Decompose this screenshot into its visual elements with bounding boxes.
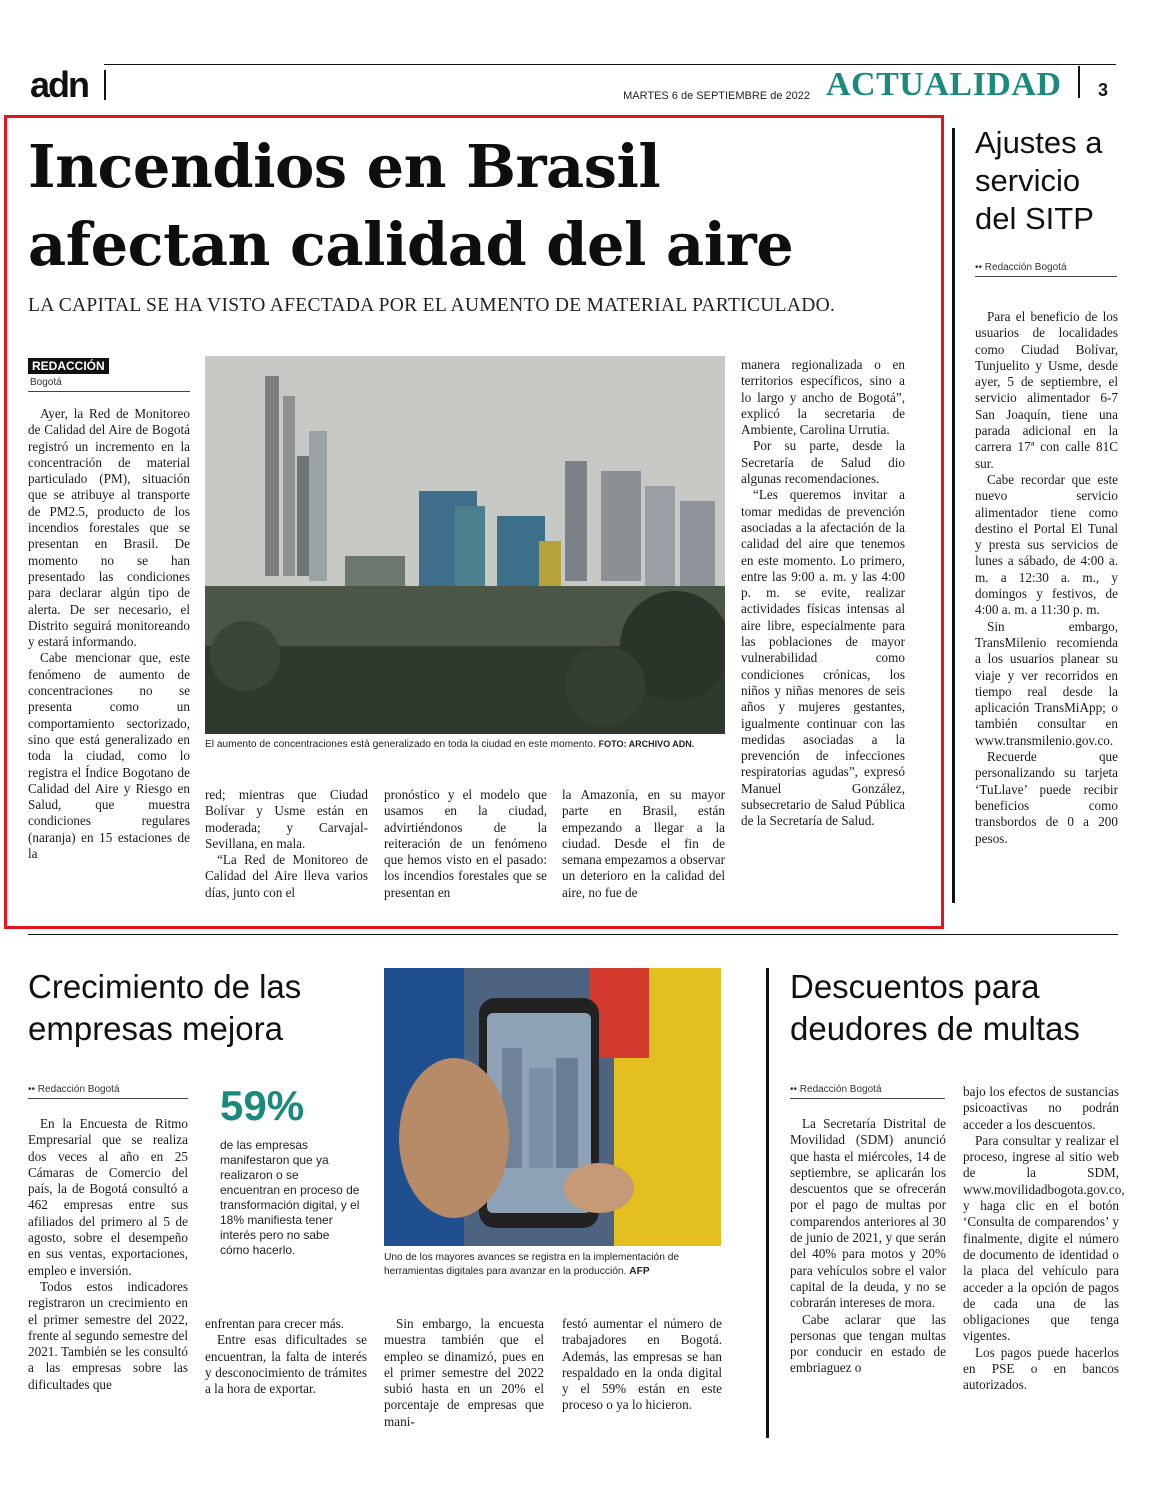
paragraph: Ayer, la Red de Monitoreo de Calidad del Aire de Bogotá registró un incremento en la concentración de material particulado (PM), situación que se atribuye al transporte de PM2.5, producto de los incendios forestales que se presentan en Brasil. De momento no se han presentado las condiciones para declarar algún tipo de alerta. De ser necesario, el Distrito seguirá monitoreando y estará informando. [28,406,190,650]
issue-date: MARTES 6 de SEPTIEMBRE de 2022 [623,90,810,102]
caption-credit: AFP [629,1266,650,1277]
paragraph: festó aumentar el número de trabajadores en Bogotá. Además, las empresas se han respaldado en la onda digital y el 59% están en este proceso o ya lo hicieron. [562,1316,722,1413]
paragraph: Por su parte, desde la Secretaría de Salud dio algunas recomendaciones. [741,438,905,487]
byline-rule [28,1098,188,1099]
main-column-3 [384,787,547,901]
byline-rule [790,1098,945,1099]
city-skyline-photo [205,356,725,734]
paragraph: “Les queremos invitar a tomar medidas de prevención asociadas a la afectación de la calidad del aire que tenemos en este momento. Lo primero, entre las 9:00 a. m. y las 4:00 p. m. se evite, realizar actividades físicas intensas al aire libre, especialmente para las poblaciones de mayor vulnerabilidad como condiciones crónicas, los niños y niñas menores de seis años y mujeres gestantes, igualmente continuar con las medidas asociadas a la prevención de infecciones respiratorias agudas”, expresó Manuel González, subsecretario de Salud Pública de la Secretaría de Salud. [741,487,905,829]
paragraph: Sin embargo, TransMilenio recomienda a los usuarios planear su viaje y ver recorridos en tiempo real desde la aplicación TransMiApp; o también consultar en www.transmilenio.gov.co. [975,618,1118,748]
caption-credit: FOTO: ARCHIVO ADN. [598,739,695,749]
main-column-5 [741,357,905,830]
main-byline-city: Bogotá [30,377,62,388]
paragraph: Todos estos indicadores registraron un crecimiento en el primer semestre del 2022, frente al segundo semestre del 2021. También se les consultó a las empresas sobre las dificultades que [28,1278,188,1392]
section-divider-horizontal [28,934,1118,935]
caption-text: Uno de los mayores avances se registra en la implementación de herramientas digitales para avanzar en la producción. [384,1252,680,1277]
fines-column-2 [963,1084,1125,1394]
header-rule [104,64,1116,65]
main-column-2 [205,787,368,901]
main-column-4 [562,787,725,901]
business-column-2 [205,1316,367,1397]
main-byline: REDACCIÓN [28,358,109,374]
fines-headline: Descuentos para deudores de multas [790,968,1080,1047]
business-column-1 [28,1116,188,1393]
paragraph: Cabe recordar que este nuevo servicio alimentador tiene como destino el Portal El Tunal y presta sus servicios de lunes a sábado, de 4:00 a. m. a 12:30 a. m., y domingos y festivos, de 4:00 a. m. a 11:30 p. m. [975,471,1118,618]
paragraph: Cabe mencionar que, este fenómeno de aumento de concentraciones no se presenta como un comportamiento sectorizado, sino que está generalizado en toda la ciudad, como lo registra el Índice Bogotano de Calidad del Aire y Riesgo en Salud, que muestra condiciones regulares (naranja) en 15 estaciones de la [28,650,190,862]
byline-rule [975,276,1117,277]
fines-column-1 [790,1116,946,1377]
brand-logo: adn [30,64,89,105]
business-column-4 [562,1316,722,1414]
main-photo-caption [205,739,735,750]
business-headline: Crecimiento de las empresas mejora [28,968,302,1047]
paragraph: bajo los efectos de sustancias psicoactivas no podrán acceder a los descuentos. [963,1084,1119,1132]
paragraph: Cabe aclarar que las personas que tengan multas por conducir en estado de embriaguez o [790,1311,946,1376]
main-headline-line1: Incendios en Brasil [28,132,661,201]
sidebar-byline: •• Redacción Bogotá [975,262,1067,273]
paragraph: enfrentan para crecer más. [205,1316,345,1331]
paragraph: Para el beneficio de los usuarios de localidades como Ciudad Bolívar, Tunjuelito y Usme, desde ayer, 5 de septiembre, el servicio alimentador 6-7 San Joaquín, tiene una parada adicional en la carrera 17ª con calle 81C sur. [975,309,1118,471]
caption-text: El aumento de concentraciones está generalizado en toda la ciudad en este momento. [205,739,596,750]
page-number: 3 [1098,80,1109,100]
phone-photo-caption [384,1251,724,1279]
byline-rule [28,391,190,392]
logo-divider [104,70,106,100]
sidebar-headline: Ajustes a servicio del SITP [975,125,1103,236]
stat-value: 59% [220,1082,305,1129]
business-byline: •• Redacción Bogotá [28,1084,120,1095]
story-divider [766,968,769,1438]
paragraph: “La Red de Monitoreo de Calidad del Aire lleva varios días, junto con el [205,852,368,900]
paragraph: Entre esas dificultades se encuentran, la falta de interés y desconocimiento de trámites a la hora de exportar. [205,1332,367,1397]
paragraph: pronóstico y el modelo que usamos en la ciudad, advirtiéndonos de la reiteración de un fenómeno que hemos visto en el pasado: los incendios forestales que se presentan en [384,787,547,900]
paragraph: Sin embargo, la encuesta muestra también que el empleo se dinamizó, pues en el primer semestre del 2022 subió hasta en un 20% el porcentaje de empresas que mani- [384,1316,544,1429]
paragraph: Los pagos puede hacerlos en PSE o en bancos autorizados. [963,1344,1119,1393]
paragraph: En la Encuesta de Ritmo Empresarial que se realiza dos veces al año en 25 Cámaras de Comercio del país, la de Bogotá consultó a 462 empresas entre sus afiliados del primero al 5 de agosto, sobre el desempeño en sus ventas, exportaciones, empleo e inversión. [28,1116,188,1278]
main-subhead: LA CAPITAL SE HA VISTO AFECTADA POR EL AUMENTO DE MATERIAL PARTICULADO. [28,295,836,316]
paragraph: manera regionalizada o en territorios específicos, sino a lo largo y ancho de Bogotá”, explicó la secretaria de Ambiente, Carolina Urrutia. [741,357,905,438]
main-column-1 [28,406,190,862]
stat-description: de las empresas manifestaron que ya realizaron o se encuentran en proceso de transformación digital, y el 18% manifiesta tener interés pero no sabe cómo hacerlo. [220,1138,360,1257]
phone-illustration [384,968,721,1246]
paragraph: La Secretaría Distrital de Movilidad (SDM) anunció que hasta el miércoles, 14 de septiembre, se aplicarán los descuentos que se ofrecerán por el pago de multas por comparendos anteriores al 30 de junio de 2021, y que serán del 40% para motos y 20% para vehículos sobre el valor capital de la deuda, y no se cobrarán intereses de mora. [790,1116,946,1311]
section-divider [1078,66,1080,98]
main-headline [28,128,928,284]
business-column-3 [384,1316,544,1430]
sidebar-divider [952,128,955,903]
paragraph: la Amazonía, en su mayor parte en Brasil, están empezando a llegar a la ciudad. Desde el fin de semana empezamos a observar un deterioro en la calidad del aire, no fue de [562,787,725,900]
section-title: ACTUALIDAD [826,66,1062,103]
fines-byline: •• Redacción Bogotá [790,1084,882,1095]
sidebar-column [975,309,1118,847]
main-headline-line2: afectan calidad del aire [28,210,794,279]
skyline-illustration [205,356,725,734]
paragraph: Para consultar y realizar el proceso, ingrese al sitio web de la SDM, www.movilidadbogota.gov.co, y haga clic en el botón ‘Consulta de comparendos’ y finalmente, digite el número de documento de identidad o la placa del vehículo para acceder a la opción de pagos de cada una de las obligaciones que tenga vigentes. [963,1132,1125,1344]
paragraph: Recuerde que personalizando su tarjeta ‘TuLlave’ puede recibir beneficios como transbordos de 0 a 200 pesos. [975,749,1118,846]
phone-photo [384,968,721,1246]
paragraph: red; mientras que Ciudad Bolívar y Usme están en moderada; y Carvajal-Sevillana, en mala. [205,787,368,851]
